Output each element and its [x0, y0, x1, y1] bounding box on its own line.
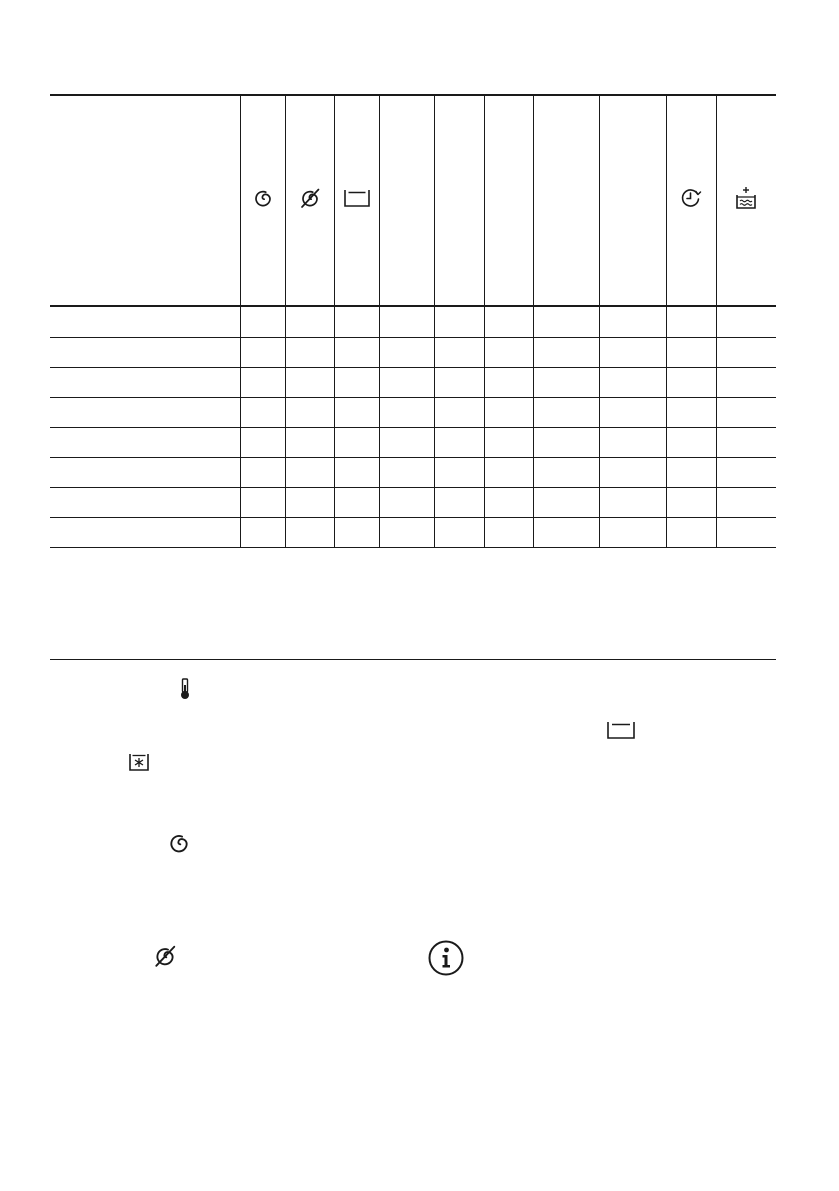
- table-row: [50, 398, 776, 428]
- table-cell: [484, 338, 533, 368]
- table-cell: [240, 428, 285, 458]
- table-cell: [434, 458, 484, 488]
- table-row: [50, 368, 776, 398]
- table-cell: [334, 458, 379, 488]
- table-cell: [484, 518, 533, 548]
- table-cell: [599, 458, 666, 488]
- table-cell: [716, 368, 776, 398]
- table-cell: [285, 368, 334, 398]
- table-cell: [240, 338, 285, 368]
- table-row: [50, 488, 776, 518]
- table-cell: [484, 458, 533, 488]
- table-row: [50, 428, 776, 458]
- table-cell: [599, 368, 666, 398]
- table-cell: [666, 338, 716, 368]
- table-row: [50, 306, 776, 338]
- table-cell: [666, 488, 716, 518]
- header-cell-time: [666, 95, 716, 306]
- table-cell: [334, 398, 379, 428]
- table-cell: [379, 488, 434, 518]
- header-cell-soak: [716, 95, 776, 306]
- table-cell: [50, 428, 240, 458]
- table-cell: [50, 518, 240, 548]
- table-cell: [379, 428, 434, 458]
- table-cell: [434, 518, 484, 548]
- table-cell: [599, 518, 666, 548]
- header-cell-no-spin: [285, 95, 334, 306]
- table-cell: [716, 338, 776, 368]
- table-cell: [599, 488, 666, 518]
- table-cell: [599, 398, 666, 428]
- table-cell: [50, 458, 240, 488]
- table-cell: [379, 306, 434, 338]
- table-row: [50, 458, 776, 488]
- table-cell: [50, 398, 240, 428]
- thermometer-icon: [180, 678, 190, 700]
- table-cell: [240, 458, 285, 488]
- spiral-icon: [168, 832, 190, 854]
- table-cell: [334, 428, 379, 458]
- table-cell: [240, 488, 285, 518]
- table-cell: [285, 398, 334, 428]
- header-cell-7: [484, 95, 533, 306]
- header-cell-programme: [50, 95, 240, 306]
- table-cell: [50, 368, 240, 398]
- spiral-icon: [253, 188, 273, 208]
- table-cell: [716, 398, 776, 428]
- table-cell: [666, 428, 716, 458]
- tub-icon: [343, 188, 371, 208]
- table-cell: [379, 398, 434, 428]
- timer-icon: [680, 187, 702, 209]
- table-cell: [285, 306, 334, 338]
- table-cell: [379, 368, 434, 398]
- table-cell: [50, 338, 240, 368]
- table-cell: [434, 428, 484, 458]
- table-cell: [240, 306, 285, 338]
- table-cell: [334, 488, 379, 518]
- table-cell: [334, 518, 379, 548]
- table-cell: [50, 306, 240, 338]
- spiral-crossed-icon: [153, 944, 177, 968]
- table-cell: [599, 428, 666, 458]
- table-cell: [240, 368, 285, 398]
- table-header-row: [50, 95, 776, 306]
- table-cell: [484, 488, 533, 518]
- header-cell-spin: [240, 95, 285, 306]
- table-cell: [379, 518, 434, 548]
- table-cell: [533, 488, 599, 518]
- table-cell: [484, 428, 533, 458]
- table-cell: [666, 398, 716, 428]
- table-cell: [716, 458, 776, 488]
- table-cell: [533, 368, 599, 398]
- header-cell-rinse-hold: [334, 95, 379, 306]
- table-cell: [599, 306, 666, 338]
- section-divider: [50, 659, 776, 660]
- table-cell: [50, 488, 240, 518]
- table-cell: [716, 488, 776, 518]
- table-cell: [666, 458, 716, 488]
- soak-plus-icon: [734, 186, 758, 210]
- table-cell: [434, 488, 484, 518]
- table-cell: [484, 398, 533, 428]
- table-cell: [240, 398, 285, 428]
- table-cell: [716, 428, 776, 458]
- spiral-crossed-icon: [299, 187, 321, 209]
- table-cell: [334, 338, 379, 368]
- table-cell: [334, 306, 379, 338]
- table-cell: [666, 368, 716, 398]
- table-row: [50, 518, 776, 548]
- programme-table: [50, 94, 776, 548]
- table-cell: [285, 488, 334, 518]
- table-cell: [716, 518, 776, 548]
- tub-icon: [606, 720, 636, 740]
- table-cell: [434, 306, 484, 338]
- table-cell: [484, 306, 533, 338]
- table-cell: [285, 518, 334, 548]
- header-cell-9: [599, 95, 666, 306]
- table-cell: [533, 458, 599, 488]
- header-cell-5: [379, 95, 434, 306]
- table-cell: [285, 458, 334, 488]
- table-cell: [666, 306, 716, 338]
- table-cell: [484, 368, 533, 398]
- table-cell: [434, 398, 484, 428]
- table-cell: [666, 518, 716, 548]
- table-cell: [434, 338, 484, 368]
- table-cell: [434, 368, 484, 398]
- table-cell: [379, 338, 434, 368]
- table-row: [50, 338, 776, 368]
- table-cell: [240, 518, 285, 548]
- table-cell: [334, 368, 379, 398]
- table-cell: [285, 428, 334, 458]
- tub-star-icon: [128, 752, 150, 772]
- table-cell: [285, 338, 334, 368]
- table-cell: [533, 398, 599, 428]
- table-cell: [533, 518, 599, 548]
- header-cell-8: [533, 95, 599, 306]
- info-icon: [428, 940, 464, 976]
- table-cell: [533, 428, 599, 458]
- table-cell: [533, 306, 599, 338]
- table-cell: [379, 458, 434, 488]
- table-cell: [599, 338, 666, 368]
- table-cell: [716, 306, 776, 338]
- table-cell: [533, 338, 599, 368]
- header-cell-6: [434, 95, 484, 306]
